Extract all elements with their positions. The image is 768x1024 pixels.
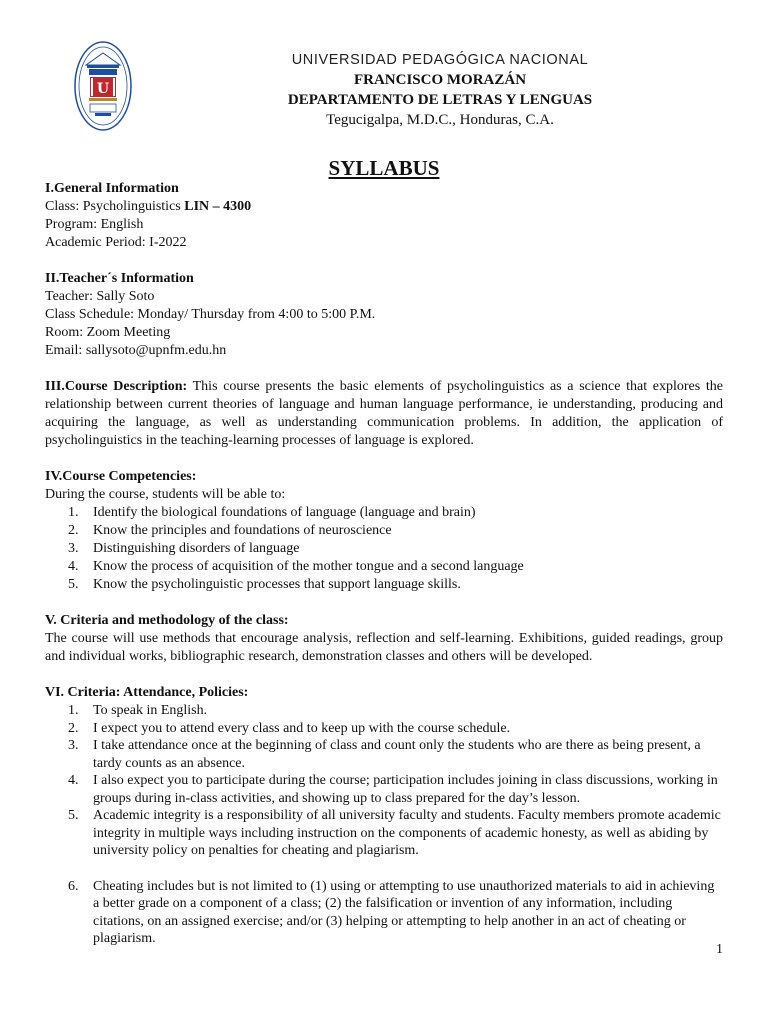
course-competencies-section — [45, 468, 723, 594]
schedule-line: Class Schedule: Monday/ Thursday from 4:00 to 5:00 P.M. — [45, 307, 376, 322]
academic-period-line: Academic Period: I-2022 — [45, 235, 187, 250]
section-heading: V. Criteria and methodology of the class: — [45, 613, 289, 628]
class-label: Class: Psycholinguistics — [45, 199, 185, 214]
program-line: Program: English — [45, 217, 144, 232]
class-code: LIN – 4300 — [184, 199, 252, 214]
list-item: 5. Academic integrity is a responsibility of all university faculty and students. Faculty members promote academic integrity in multiple ways including instruction on the components of academic honesty, as well as abiding by university policy on penalties for cheating and plagiarism. — [68, 808, 721, 858]
list-item: 2. I expect you to attend every class and to keep up with the course schedule. — [68, 720, 511, 736]
section-heading: VI. Criteria: Attendance, Policies: — [45, 685, 249, 700]
svg-text:U: U — [96, 81, 110, 97]
course-description-section — [45, 378, 723, 450]
list-item: 3. Distinguishing disorders of language — [68, 541, 300, 556]
room-line: Room: Zoom Meeting — [45, 325, 171, 340]
teacher-line: Teacher: Sally Soto — [45, 289, 155, 304]
list-item: 5. Know the psycholinguistic processes that support language skills. — [68, 577, 461, 592]
section-heading: IV.Course Competencies: — [45, 469, 197, 484]
university-subtitle: FRANCISCO MORAZÁN — [353, 72, 527, 88]
list-item: 2. Know the principles and foundations of neuroscience — [68, 523, 392, 538]
methodology-text: The course will use methods that encourage analysis, reflection and self-learning. Exhibitions, guided readings, group and individual works, bibliographic research, demonstration classes and others will be developed. — [45, 631, 723, 664]
letterhead — [240, 50, 640, 130]
class-line — [45, 198, 723, 216]
list-item: 4. Know the process of acquisition of the mother tongue and a second language — [68, 559, 524, 574]
list-item: 1. To speak in English. — [68, 703, 208, 718]
university-seal-icon — [74, 41, 132, 131]
location-line: Tegucigalpa, M.D.C., Honduras, C.A. — [326, 112, 554, 128]
syllabus-body — [45, 180, 723, 948]
list-item: 1. Identify the biological foundations of language (language and brain) — [68, 505, 476, 520]
university-name: UNIVERSIDAD PEDAGÓGICA NACIONAL — [291, 52, 589, 68]
policies-list — [45, 702, 723, 948]
list-item: 3. I take attendance once at the beginning of class and count only the students who are there as being present, a tardy counts as an absence. — [68, 738, 701, 771]
section-heading: I.General Information — [45, 181, 179, 196]
policies-section — [45, 684, 723, 948]
page-number: 1 — [716, 942, 723, 957]
list-item: 4. I also expect you to participate during the course; participation includes joining in class discussions, working in groups during in-class activities, and showing up to class prepared for the day’s lesson. — [68, 773, 718, 806]
email-line: Email: sallysoto@upnfm.edu.hn — [45, 343, 227, 358]
department-name: DEPARTAMENTO DE LETRAS Y LENGUAS — [287, 92, 593, 108]
competencies-list — [45, 504, 723, 594]
competencies-intro: During the course, students will be able to: — [45, 487, 286, 502]
section-heading: II.Teacher´s Information — [45, 271, 194, 286]
methodology-section — [45, 612, 723, 666]
course-description-text: This course presents the basic elements of psycholinguistics as a science that explores the relationship between current theories of language and human language performance, ie understanding, producing and acquiring the language, as well as understanding communication problems. In addition, the application of psycholinguistics in the teaching-learning processes of language is explored. — [45, 379, 723, 448]
teacher-information-section — [45, 270, 723, 360]
general-information-section — [45, 180, 723, 252]
section-heading: III.Course Description: — [45, 379, 188, 394]
list-item: 6. Cheating includes but is not limited to (1) using or attempting to use unauthorized materials to aid in achieving a better grade on a component of a class; (2) the falsification or invention of any information, including citations, on an assigned exercise; and/or (3) helping or attempting to help another in an act of cheating or plagiarism. — [68, 878, 715, 946]
document-title: SYLLABUS — [328, 156, 440, 180]
